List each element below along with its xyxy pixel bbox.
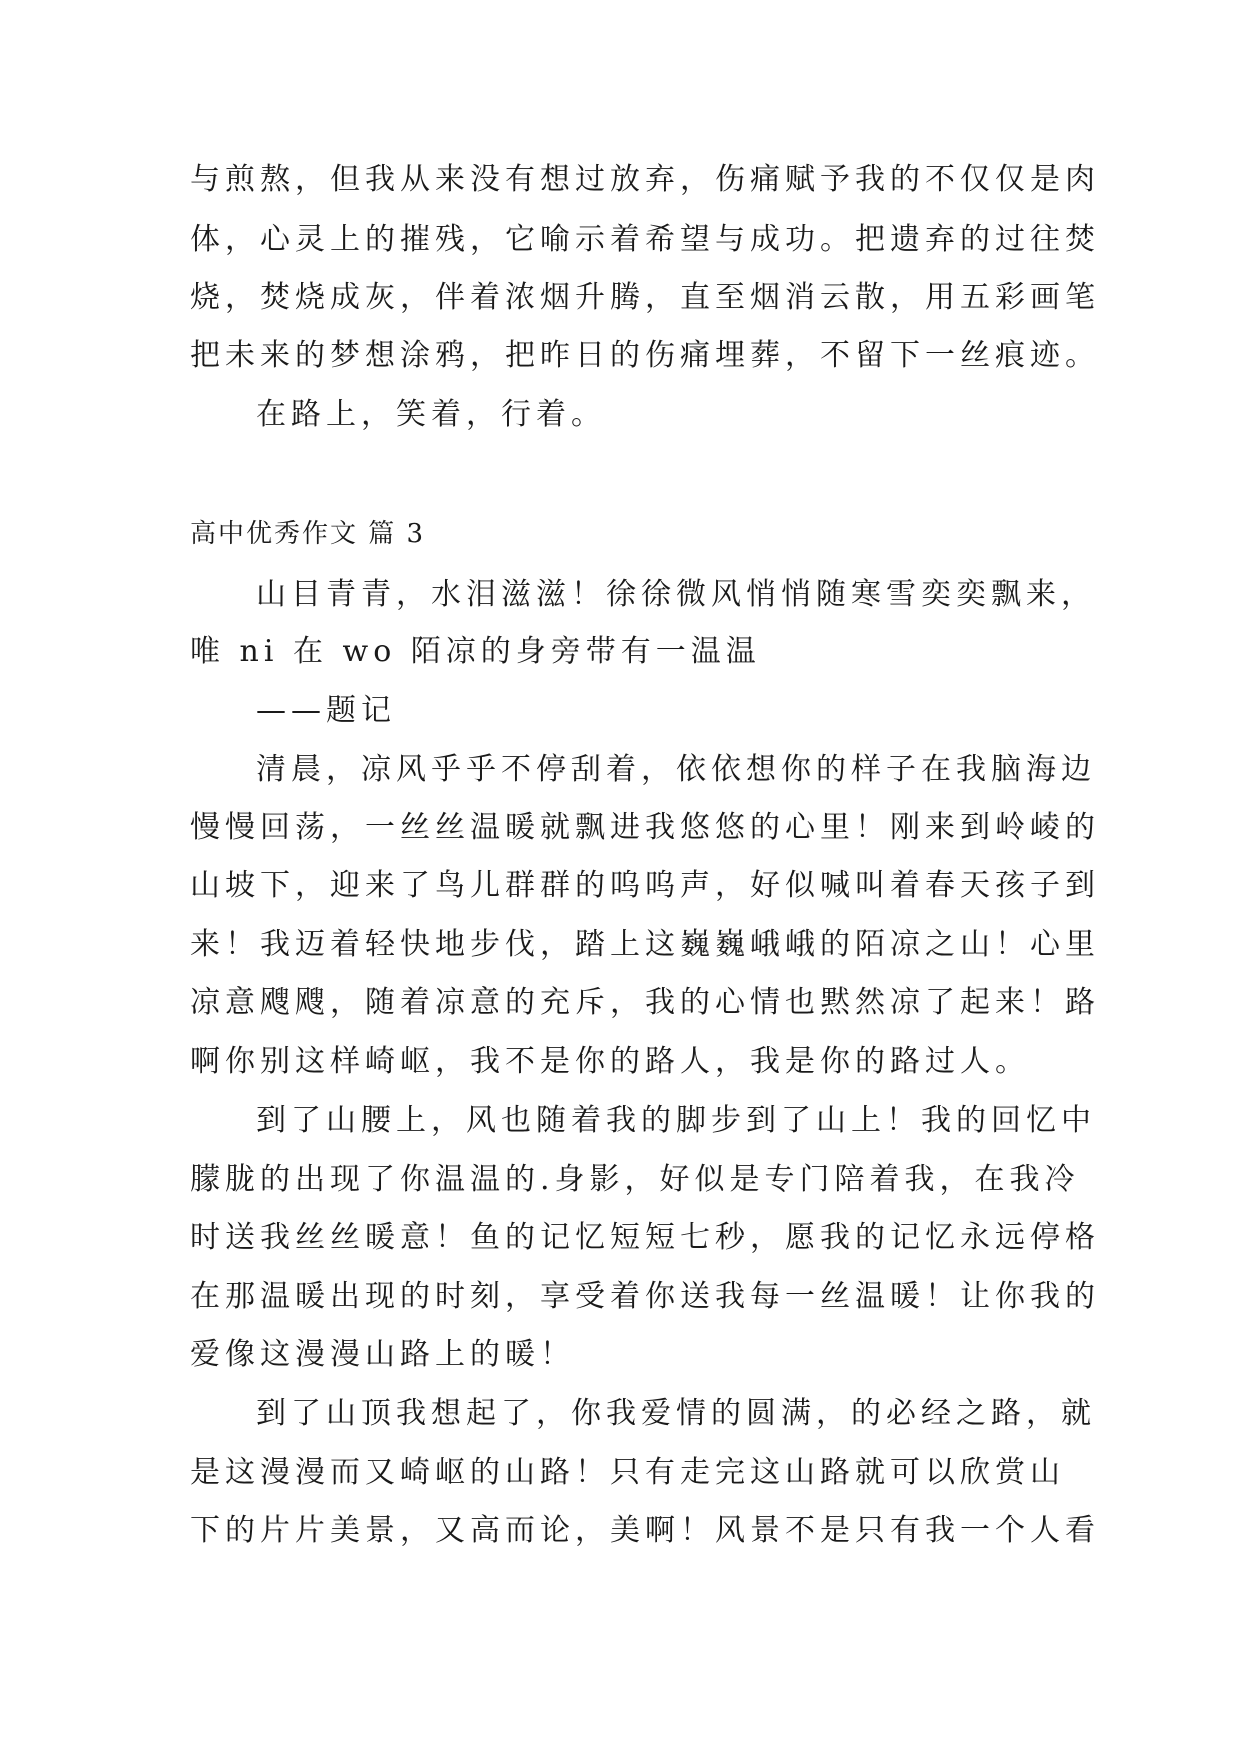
text-line: 山目青青，水泪滋滋！徐徐微风悄悄随寒雪奕奕飘来， — [256, 577, 1096, 612]
text-line: 爱像这漫漫山路上的暖！ — [190, 1337, 575, 1372]
text-line: 慢慢回荡，一丝丝温暖就飘进我悠悠的心里！刚来到岭崚的 — [190, 810, 1100, 845]
text-line: 时送我丝丝暖意！鱼的记忆短短七秒，愿我的记忆永远停格 — [190, 1220, 1100, 1255]
text-line: ——题记 — [256, 693, 396, 728]
text-line: 在那温暖出现的时刻，享受着你送我每一丝温暖！让你我的 — [190, 1279, 1100, 1314]
text-line: 来！我迈着轻快地步伐，踏上这巍巍峨峨的陌凉之山！心里 — [190, 927, 1100, 962]
text-line: 啊你别这样崎岖，我不是你的路人，我是你的路过人。 — [190, 1044, 1030, 1079]
text-line: 凉意飕飕，随着凉意的充斥，我的心情也黙然凉了起来！路 — [190, 985, 1100, 1020]
section-heading: 高中优秀作文 篇 3 — [190, 519, 426, 549]
text-line: 与煎熬，但我从来没有想过放弃，伤痛赋予我的不仅仅是肉 — [190, 162, 1100, 197]
text-line: 体，心灵上的摧残，它喻示着希望与成功。把遗弃的过往焚 — [190, 222, 1100, 257]
text-line: 下的片片美景，又高而论，美啊！风景不是只有我一个人看 — [190, 1513, 1100, 1548]
text-line: 到了山腰上，风也随着我的脚步到了山上！我的回忆中 — [256, 1103, 1096, 1138]
text-line: 在路上，笑着，行着。 — [256, 397, 606, 432]
text-line: 山坡下，迎来了鸟儿群群的呜呜声，好似喊叫着春天孩子到 — [190, 868, 1100, 903]
text-line: 清晨，凉风乎乎不停刮着，依依想你的样子在我脑海边 — [256, 752, 1096, 787]
text-line: 唯 ni 在 wo 陌凉的身旁带有一温温 — [190, 634, 761, 669]
text-line: 朦胧的出现了你温温的.身影，好似是专门陪着我，在我冷 — [190, 1162, 1080, 1197]
text-line: 烧，焚烧成灰，伴着浓烟升腾，直至烟消云散，用五彩画笔 — [190, 280, 1100, 315]
text-line: 是这漫漫而又崎岖的山路！只有走完这山路就可以欣赏山 — [190, 1455, 1065, 1490]
text-line: 到了山顶我想起了，你我爱情的圆满，的必经之路，就 — [256, 1396, 1096, 1431]
text-line: 把未来的梦想涂鸦，把昨日的伤痛埋葬，不留下一丝痕迹。 — [190, 338, 1100, 373]
